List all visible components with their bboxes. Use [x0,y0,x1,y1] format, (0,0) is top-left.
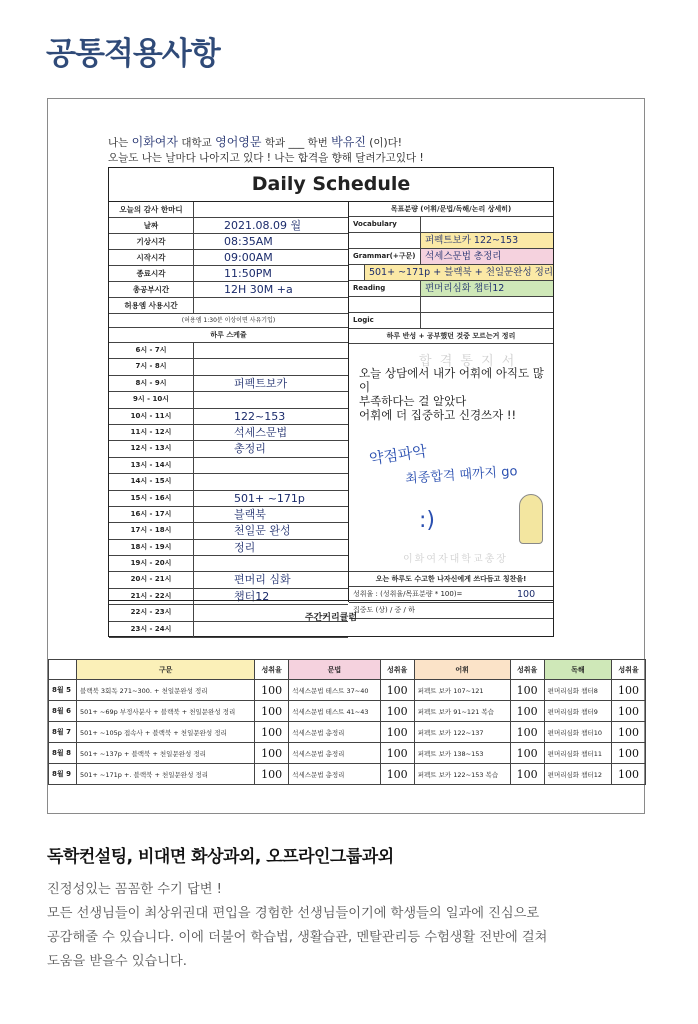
hour-task [194,556,348,571]
hour-time: 20시 - 21시 [109,572,194,587]
hour-row [109,507,348,523]
hour-row [109,572,348,588]
weekly-header [49,660,77,680]
field-label: 날짜 [109,218,194,233]
hour-time: 19시 - 20시 [109,556,194,571]
weekly-day: 8월 6 [49,701,77,722]
hour-time: 10시 - 11시 [109,409,194,424]
goal-row [349,217,553,233]
section-description [47,878,657,974]
score-formula-label: 성취율 : (성취율/목표분량 * 100)= [353,590,463,598]
weekly-task: 석세스문법 테스트 41~43 [289,701,381,722]
goal-value: 501+ ~171p + 블랙북 + 천일문완성 정리 [365,265,553,280]
reflection-box [349,344,553,572]
hour-task: 총정리 [234,442,266,456]
goal-key [349,265,365,280]
hourly-list [109,343,348,638]
weekly-row [49,701,646,722]
goal-value: 퍼펙트보카 122~153 [421,233,553,248]
intro-name: 박유진 [331,135,366,149]
weekly-row [49,764,646,785]
goal-key: Logic [349,313,421,328]
right-column [349,202,553,614]
schedule-photo [47,98,645,814]
field-value: 09:00AM [224,251,273,264]
weekly-score: 100 [510,680,544,701]
goal-header: 목표분량 (어휘/문법/독해/논리 상세히) [349,202,553,217]
hour-row [109,491,348,507]
weekly-score: 100 [612,764,646,785]
goal-key: Vocabulary [349,217,421,232]
closing-note: 오는 하루도 수고한 나자신에게 쓰다듬고 칭찬을! [349,572,553,587]
weekly-task: 편머리심화 챕터9 [544,701,611,722]
weekly-task: 석세스문법 테스트 37~40 [289,680,381,701]
weekly-header: 구문 [77,660,255,680]
intro-university: 이화여자 [131,135,178,149]
field-row [109,282,348,298]
hour-time: 9시 - 10시 [109,392,194,407]
weekly-task: 편머리심화 챕터10 [544,722,611,743]
hour-row [109,359,348,375]
goal-key [349,297,421,312]
daily-schedule-sheet [108,167,554,637]
weekly-row [49,722,646,743]
weekly-score: 100 [380,743,414,764]
hour-task: 편머리 심화 [234,573,291,587]
description-line: 도움을 받을수 있습니다. [47,954,187,969]
description-line: 공감해줄 수 있습니다. 이에 더불어 학습법, 생활습관, 멘탈관리등 수험생활 전반에 걸쳐 [47,930,548,945]
weekly-header: 성취율 [255,660,289,680]
goal-row [349,265,553,281]
field-value: 12H 30M +a [224,283,293,296]
field-row [109,266,348,282]
hour-time: 8시 - 9시 [109,376,194,391]
field-label: 총공부시간 [109,282,194,297]
field-value: 11:50PM [224,267,272,280]
field-value: 08:35AM [224,235,273,248]
weekly-score: 100 [380,701,414,722]
reflection-text [359,366,553,422]
hour-task [194,359,348,374]
hour-time: 6시 - 7시 [109,343,194,358]
weekly-table [48,659,646,785]
intro-line2: 오늘도 나는 날마다 나아지고 있다 ! 나는 합격을 향해 달려가고있다 ! [108,152,424,164]
goal-value [421,313,553,328]
handwritten-note-2: 최종합격 때까지 go [404,464,518,487]
hour-row [109,376,348,392]
hour-time: 16시 - 17시 [109,507,194,522]
hour-task: 퍼펙트보카 [234,376,288,390]
weekly-day: 8월 9 [49,764,77,785]
weekly-task: 501+ ~69p 부정사분사 + 블랙북 + 천일문완성 정리 [77,701,255,722]
goal-value: 석세스문법 총정리 [421,249,553,264]
hour-time: 15시 - 16시 [109,491,194,506]
description-line: 모든 선생님들이 최상위권대 편입을 경험한 선생님들이기에 학생들의 일과에 진심으로 [47,906,540,921]
reflection-line: 부족하다는 걸 알았다 [359,394,467,408]
hour-row [109,425,348,441]
hour-time: 13시 - 14시 [109,458,194,473]
hour-task [194,392,348,407]
field-label: 기상시각 [109,234,194,249]
weekly-score: 100 [380,764,414,785]
weekly-header: 문법 [289,660,381,680]
hour-row [109,441,348,457]
hourly-header: 하루 스케쥴 [109,328,348,343]
hour-row [109,540,348,556]
field-label: 시작시각 [109,250,194,265]
goal-row [349,233,553,249]
handwritten-note-1: 약점파악 [368,442,429,468]
hour-task: 501+ ~171p [234,491,305,505]
weekly-row [49,743,646,764]
goal-row [349,249,553,265]
weekly-task: 퍼펙트 보카 138~153 [414,743,510,764]
weekly-day: 8월 5 [49,680,77,701]
weekly-header: 어휘 [414,660,510,680]
field-label: 종료시각 [109,266,194,281]
weekly-task: 501+ ~137p + 블랙북 + 천일문완성 정리 [77,743,255,764]
hour-task: 정리 [234,540,256,554]
hour-task: 블랙북 [234,507,266,521]
description-line: 진정성있는 꼼꼼한 수기 답변 ! [47,882,222,897]
weekly-task: 편머리심화 챕터8 [544,680,611,701]
hour-task: 천일문 완성 [234,524,291,538]
hour-time: 23시 - 24시 [109,622,194,637]
field-row [109,298,348,314]
hour-row [109,392,348,408]
weekly-task: 편머리심화 챕터12 [544,764,611,785]
weekly-task: 석세스문법 총정리 [289,743,381,764]
reflection-header: 하루 반성 + 공부했던 것중 모르는거 정리 [349,329,553,344]
mascot-icon [519,494,543,544]
weekly-header: 성취율 [380,660,414,680]
hour-task [194,474,348,489]
hour-time: 21시 - 22시 [109,589,194,604]
weekly-curriculum-label: 주간커리큘럼 [109,600,553,636]
weekly-day: 8월 7 [49,722,77,743]
weekly-score: 100 [255,722,289,743]
field-list [109,218,348,314]
weekly-score: 100 [255,701,289,722]
hour-row [109,343,348,359]
weekly-header: 성취율 [510,660,544,680]
hour-time: 18시 - 19시 [109,540,194,555]
hour-time: 14시 - 15시 [109,474,194,489]
weekly-header: 성취율 [612,660,646,680]
weekly-score: 100 [510,743,544,764]
goal-list [349,217,553,329]
weekly-task: 퍼펙트 보카 107~121 [414,680,510,701]
weekly-score: 100 [255,764,289,785]
goal-row [349,313,553,329]
reflection-line: 오늘 상담에서 내가 어휘에 아직도 많이 [359,366,544,394]
weekly-task: 퍼펙트 보카 122~137 [414,722,510,743]
field-label: 허용엠 사용시간 [109,298,194,313]
goal-key [349,233,421,248]
weekly-score: 100 [255,680,289,701]
hour-task: 석세스문법 [234,425,288,439]
intro-part: (이)다! [365,137,402,149]
hour-time: 17시 - 18시 [109,523,194,538]
intro-part: 대학교 [178,137,216,149]
field-value [194,298,348,313]
weekly-task: 석세스문법 총정리 [289,722,381,743]
weekly-score: 100 [510,764,544,785]
smiley-doodle: :) [419,508,435,533]
weekly-header: 독해 [544,660,611,680]
section-subtitle: 독학컨설팅, 비대면 화상과외, 오프라인그룹과외 [47,847,394,867]
hour-time: 22시 - 23시 [109,605,194,620]
intro-text [108,135,424,166]
field-row [109,218,348,234]
weekly-score: 100 [612,743,646,764]
faint-stamp-bottom: 이화여자대학교총장 [403,554,508,565]
page-title: 공통적용사항 [46,36,220,72]
goal-value [421,217,553,232]
thanks-row [109,202,348,218]
field-value: 2021.08.09 월 [224,219,302,232]
weekly-task: 퍼펙트 보카 91~121 복습 [414,701,510,722]
sheet-title: Daily Schedule [109,168,553,202]
intro-major: 영어영문 [215,135,262,149]
hour-time: 7시 - 8시 [109,359,194,374]
weekly-score: 100 [612,701,646,722]
weekly-task: 석세스문법 총정리 [289,764,381,785]
hour-task [194,343,348,358]
weekly-row [49,680,646,701]
hour-task: 챕터12 [234,589,270,603]
hour-row [109,523,348,539]
score-formula-value: 100 [517,589,536,600]
goal-value [421,297,553,312]
weekly-day: 8월 8 [49,743,77,764]
weekly-score: 100 [380,680,414,701]
hour-task: 122~153 [234,409,286,423]
goal-value: 편머리심화 챕터12 [421,281,553,296]
hour-row [109,556,348,572]
goal-key: Grammar(+구문) [349,249,421,264]
weekly-task: 501+ ~171p +. 블랙북 + 천일문완성 정리 [77,764,255,785]
hour-time: 11시 - 12시 [109,425,194,440]
faint-stamp-top: 합 격 통 지 서 [419,354,517,369]
weekly-task: 블랙북 3회독 271~300. + 천일문완성 정리 [77,680,255,701]
goal-row [349,297,553,313]
field-row [109,250,348,266]
focus-label: 집중도 (상) / 중 / 하 [353,606,415,614]
goal-row [349,281,553,297]
hour-task [194,458,348,473]
weekly-score: 100 [510,722,544,743]
intro-part: 나는 [108,137,132,149]
weekly-score: 100 [612,722,646,743]
weekly-task: 퍼펙트 보카 122~153 복습 [414,764,510,785]
hour-row [109,474,348,490]
thanks-label: 오늘의 감사 한마디 [109,202,194,217]
field-row [109,234,348,250]
weekly-score: 100 [510,701,544,722]
weekly-task: 편머리심화 챕터11 [544,743,611,764]
goal-key: Reading [349,281,421,296]
reflection-line: 어휘에 더 집중하고 신경쓰자 !! [359,408,517,422]
weekly-score: 100 [380,722,414,743]
usage-note: (허용엠 1:30분 이상이면 사유기입) [109,314,348,328]
intro-part: 학과 ___ 학번 [261,137,332,149]
hour-row [109,458,348,474]
weekly-score: 100 [255,743,289,764]
weekly-task: 501+ ~105p 접속사 + 블랙북 + 천일문완성 정리 [77,722,255,743]
hour-row [109,409,348,425]
hour-time: 12시 - 13시 [109,441,194,456]
weekly-score: 100 [612,680,646,701]
